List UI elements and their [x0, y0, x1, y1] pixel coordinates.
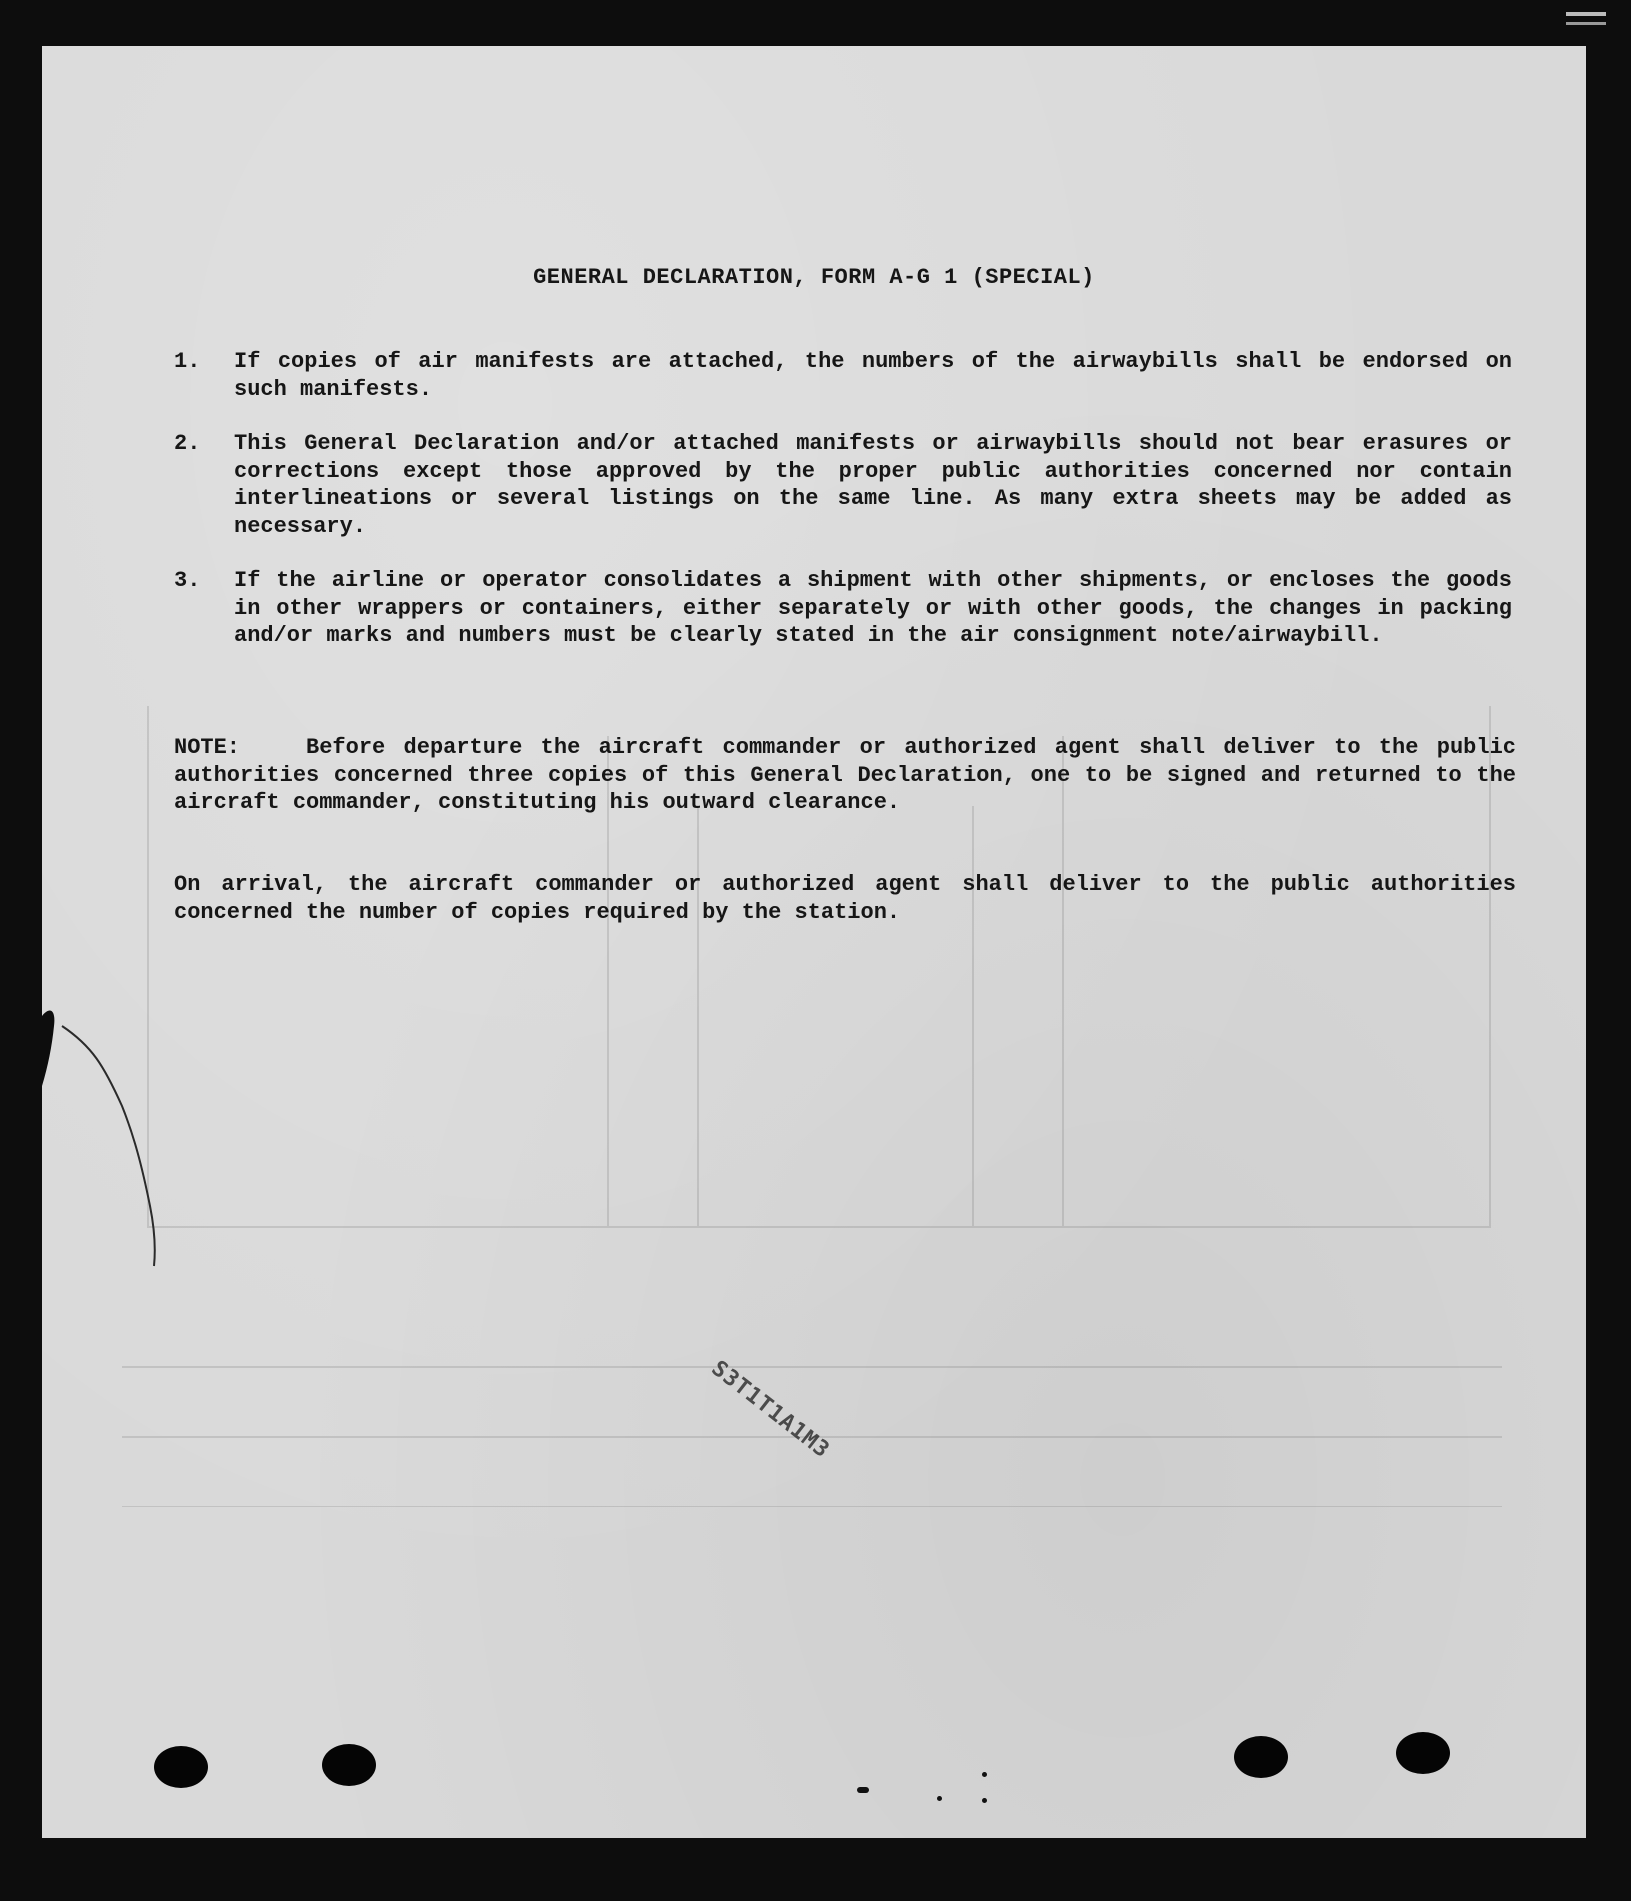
speck	[982, 1772, 987, 1777]
punch-hole	[1396, 1732, 1450, 1774]
speck	[937, 1796, 942, 1801]
item-number: 1.	[174, 349, 201, 374]
list-item	[174, 430, 1512, 540]
item-text: If copies of air manifests are attached, the numbers of the airwaybills shall be endorsed on such manifests.	[234, 349, 1512, 402]
scan-edge-mark	[1566, 12, 1606, 16]
arrival-paragraph: On arrival, the aircraft commander or authorized agent shall deliver to the public authorities concerned the number of copies required by the station.	[174, 872, 1516, 925]
note-paragraph	[174, 734, 1516, 817]
punch-hole	[1234, 1736, 1288, 1778]
note-text: Before departure the aircraft commander or authorized agent shall deliver to the public authorities concerned three copies of this General Declaration, one to be signed and returned to the aircraft commander, constituting his outward clearance.	[174, 735, 1516, 815]
item-number: 2.	[174, 431, 201, 456]
paper-tear	[42, 976, 242, 1276]
list-item	[174, 567, 1512, 650]
received-stamp: S3T1T1A1M3	[706, 1356, 835, 1464]
scan-edge-mark	[1566, 22, 1606, 25]
list-item	[174, 348, 1512, 403]
punch-hole	[154, 1746, 208, 1788]
item-text: If the airline or operator consolidates a shipment with other shipments, or encloses the goods in other wrappers or containers, either separately or with other goods, the changes in packing and/or marks and numbers must be clearly stated in the air consignment note/airwaybill.	[234, 568, 1512, 648]
bleed-through-rule	[697, 806, 699, 1226]
page-title: GENERAL DECLARATION, FORM A-G 1 (SPECIAL)	[533, 265, 1095, 290]
speck	[982, 1798, 987, 1803]
document-page	[42, 46, 1586, 1838]
note-label: NOTE:	[174, 735, 241, 760]
punch-hole	[322, 1744, 376, 1786]
item-text: This General Declaration and/or attached manifests or airwaybills should not bear erasures or corrections except those approved by the proper public authorities concerned nor contain interlineations or several listings on the same line. As many extra sheets may be added as necessary.	[234, 431, 1512, 539]
bleed-through-rule	[972, 806, 974, 1226]
bleed-through-rule	[122, 1506, 1502, 1507]
speck	[857, 1787, 869, 1793]
item-number: 3.	[174, 568, 201, 593]
bleed-through-rule	[122, 1366, 1502, 1368]
